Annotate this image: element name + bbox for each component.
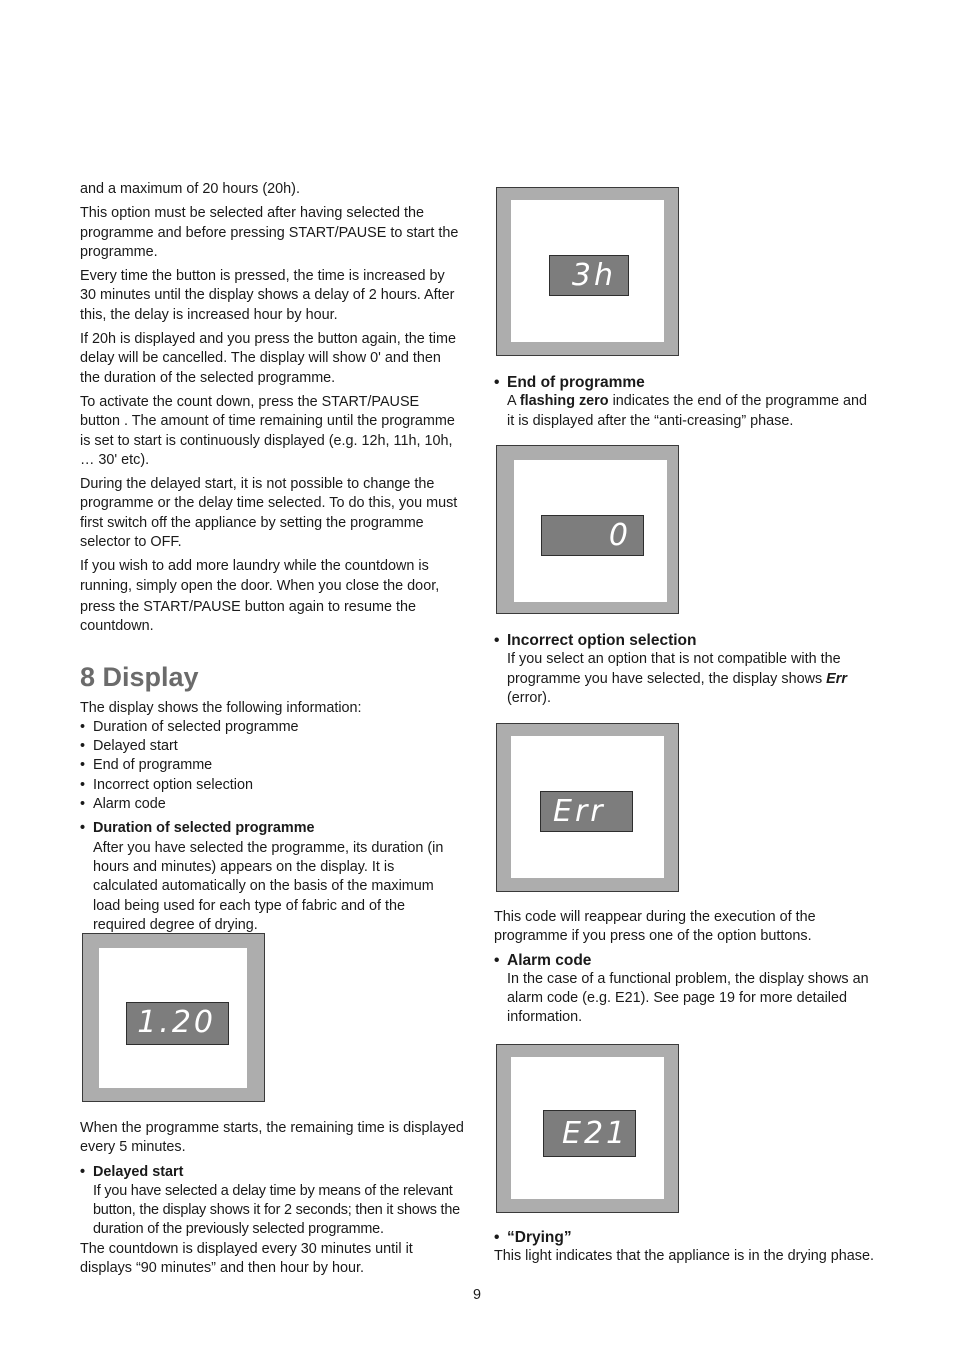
list-item: • Delayed start <box>80 737 460 756</box>
display-panel-frame <box>511 1057 664 1199</box>
drying-body: This light indicates that the appliance is in the drying phase. <box>494 1248 874 1265</box>
paragraph: This code will reappear during the execution of the programme if you press one of the option buttons. <box>494 909 816 945</box>
lcd-readout: 1.20 <box>126 1002 229 1045</box>
delayed-start-body: If you have selected a delay time by means of the relevant button, the display shows it for 2 seconds; then it shows the duration of the previously selected programme. <box>93 1182 460 1238</box>
display-panel-frame <box>511 736 664 878</box>
lcd-readout: 0 <box>541 515 644 556</box>
incorrect-body-text: (error). <box>507 689 551 706</box>
display-panel-delay <box>496 187 679 356</box>
list-item: • Duration of selected programme <box>80 718 460 737</box>
left-column <box>80 180 460 935</box>
duration-body: After you have selected the programme, its duration (in hours and minutes) appears on the display. It is calculated automatically on the basis of the maximum load being used for each type of fabric and of the required degree of drying. <box>93 839 444 933</box>
paragraph: If 20h is displayed and you press the button again, the time delay will be cancelled. The display will show 0' and then the duration of the selected programme. <box>80 331 456 386</box>
incorrect-option-section <box>494 631 874 708</box>
intro-text: The display shows the following information: <box>80 699 362 716</box>
end-body <box>494 392 874 431</box>
list-item: • Incorrect option selection <box>80 776 460 795</box>
paragraph: If you wish to add more laundry while the countdown is running, simply open the door. When you close the door, <box>80 558 440 594</box>
alarm-heading: • Alarm code <box>494 951 874 970</box>
paragraph: This option must be selected after having selected the programme and before pressing START/PAUSE to start the programme. <box>80 205 459 260</box>
display-panel-frame <box>511 200 664 342</box>
lcd-readout: E21 <box>543 1110 636 1157</box>
err-code: Err <box>826 670 847 687</box>
end-body-text: A <box>507 393 520 410</box>
display-panel-frame <box>99 948 247 1088</box>
lcd-readout: 3h <box>549 255 629 296</box>
end-body-emphasis: flashing zero <box>519 393 609 410</box>
left-column-lower <box>80 1119 465 1278</box>
paragraph: and a maximum of 20 hours (20h). <box>80 181 300 197</box>
display-panel-alarm <box>496 1044 679 1213</box>
display-panel-frame <box>514 460 667 602</box>
incorrect-body-text: If you select an option that is not compatible with the programme you have selected, the display shows <box>507 651 841 687</box>
section-heading: 8 Display <box>80 661 199 692</box>
alarm-body: In the case of a functional problem, the display shows an alarm code (e.g. E21). See page 19 for more detailed information. <box>507 970 869 1026</box>
display-panel-duration <box>82 933 265 1102</box>
end-body-text: indicates the end of the programme and it is displayed after the “anti-creasing” phase. <box>507 393 867 429</box>
alarm-section <box>494 908 874 1028</box>
paragraph: Every time the button is pressed, the time is increased by 30 minutes until the display shows a delay of 2 hours. After this, the delay is increased hour by hour. <box>80 268 455 323</box>
incorrect-body <box>494 650 874 708</box>
end-of-programme-section <box>494 373 874 431</box>
paragraph: To activate the count down, press the START/PAUSE button . The amount of time remaining until the programme is set to start is continuously displayed (e.g. 12h, 11h, 10h, … 30' etc). <box>80 393 455 468</box>
display-panel-end <box>496 445 679 614</box>
end-heading: • End of programme <box>494 373 874 392</box>
page-number: 9 <box>472 1287 481 1303</box>
display-panel-error <box>496 723 679 892</box>
paragraph: press the START/PAUSE button again to resume the countdown. <box>80 598 416 635</box>
drying-section <box>494 1228 874 1267</box>
list-item: • Alarm code <box>80 795 460 814</box>
duration-heading: • Duration of selected programme <box>80 819 460 838</box>
incorrect-heading: • Incorrect option selection <box>494 631 874 650</box>
countdown-text: The countdown is displayed every 30 minutes until it displays “90 minutes” and then hour by hour. <box>80 1240 413 1277</box>
drying-heading: • “Drying” <box>494 1228 874 1247</box>
paragraph: When the programme starts, the remaining time is displayed every 5 minutes. <box>80 1120 464 1156</box>
lcd-readout: Err <box>540 791 633 832</box>
list-item: • End of programme <box>80 756 460 775</box>
paragraph: During the delayed start, it is not possible to change the programme or the delay time selected. To do this, you must first switch off the appliance by setting the programme selector to OFF. <box>80 476 458 551</box>
delayed-start-heading: • Delayed start <box>80 1163 465 1182</box>
